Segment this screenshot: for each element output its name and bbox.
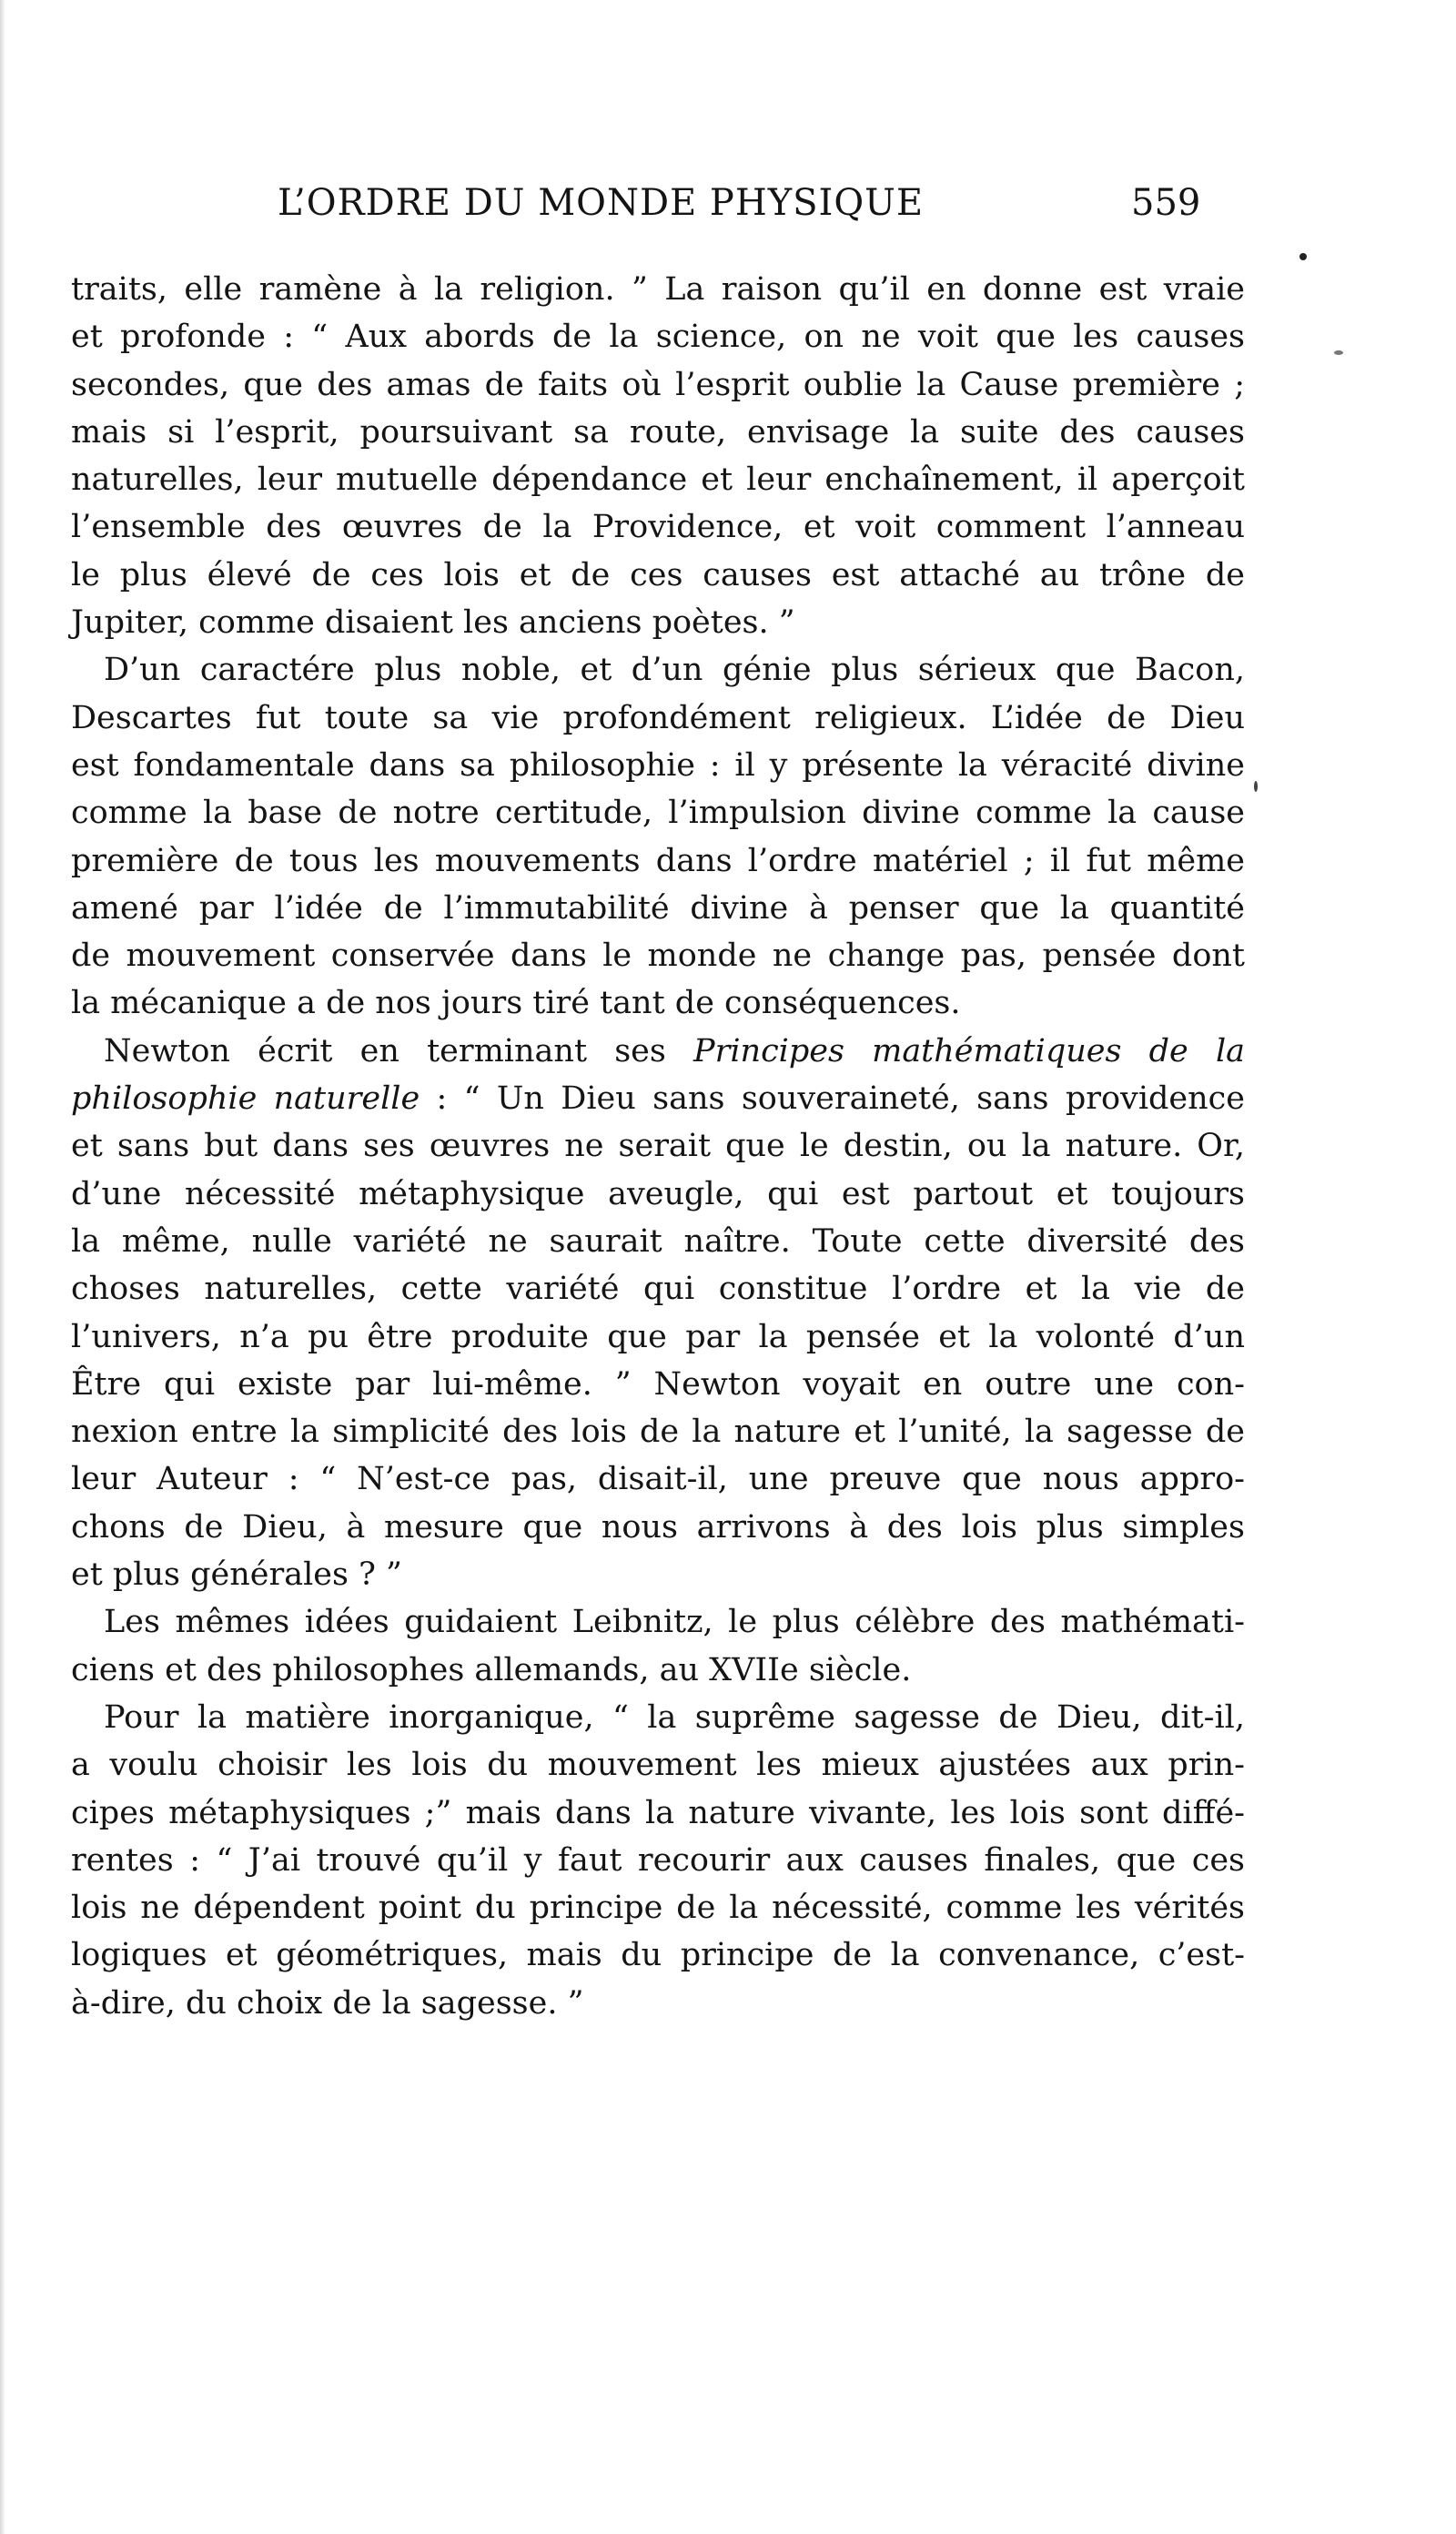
text-line: l’ensemble des œuvres de la Providence, et voit comment l’anneau	[71, 509, 1245, 546]
body-text	[71, 266, 1245, 2027]
paragraph	[71, 1598, 1245, 1694]
text-line: la mécanique a de nos jours tiré tant de conséquences.	[71, 985, 961, 1022]
text-line: de mouvement conservée dans le monde ne change pas, pensée dont	[71, 938, 1245, 975]
text-line: Jupiter, comme disaient les anciens poètes. ”	[71, 604, 795, 642]
text-line: le plus élevé de ces lois et de ces causes est attaché au trône de	[71, 556, 1245, 593]
text-line: naturelles, leur mutuelle dépendance et leur enchaînement, il aperçoit	[71, 461, 1245, 499]
text-line: amené par l’idée de l’immutabilité divine à penser que la quantité	[71, 889, 1245, 927]
text-line: ciens et des philosophes allemands, au XVIIe siècle.	[71, 1651, 912, 1688]
text-line: et profonde : “ Aux abords de la science, on ne voit que les causes	[71, 319, 1245, 356]
text-line: l’univers, n’a pu être produite que par la pensée et la volonté d’un	[71, 1318, 1245, 1355]
text-line: et sans but dans ses œuvres ne serait que le destin, ou la nature. Or,	[71, 1128, 1245, 1165]
text-line: première de tous les mouvements dans l’ordre matériel ; il fut même	[71, 842, 1245, 879]
text-line: rentes : “ J’ai trouvé qu’il y faut recourir aux causes finales, que ces	[71, 1841, 1245, 1879]
text-line: lois ne dépendent point du principe de la nécessité, comme les vérités	[71, 1890, 1245, 1927]
text-line: secondes, que des amas de faits où l’esprit oublie la Cause première ;	[71, 366, 1245, 403]
paragraph	[71, 266, 1245, 646]
text-line: philosophie naturelle : “ Un Dieu sans souveraineté, sans providence	[71, 1080, 1245, 1118]
text-line: Descartes fut toute sa vie profondément religieux. L’idée de Dieu	[71, 699, 1245, 736]
page-number: 559	[1131, 182, 1201, 224]
page-edge-shadow	[0, 0, 5, 2534]
running-head: L’ORDRE DU MONDE PHYSIQUE	[278, 182, 925, 224]
text-line: d’une nécessité métaphysique aveugle, qui est partout et toujours	[71, 1175, 1245, 1212]
text-line: logiques et géométriques, mais du principe de la convenance, c’est-	[71, 1937, 1245, 1974]
paragraph	[71, 1694, 1245, 2027]
text-line: D’un caractére plus noble, et d’un génie plus sérieux que Bacon,	[104, 652, 1245, 689]
text-line: chons de Dieu, à mesure que nous arrivons à des lois plus simples	[71, 1508, 1245, 1546]
text-line: cipes métaphysiques ;” mais dans la nature vivante, les lois sont diffé-	[71, 1794, 1245, 1831]
text-line: mais si l’esprit, poursuivant sa route, envisage la suite des causes	[71, 413, 1245, 451]
scan-speck	[1254, 781, 1258, 792]
text-line: Les mêmes idées guidaient Leibnitz, le plus célèbre des mathémati-	[104, 1604, 1245, 1641]
text-line: Pour la matière inorganique, “ la suprême sagesse de Dieu, dit-il,	[104, 1698, 1245, 1736]
text-line: et plus générales ? ”	[71, 1556, 402, 1594]
text-line: a voulu choisir les lois du mouvement les mieux ajustées aux prin-	[71, 1747, 1245, 1784]
text-line: à-dire, du choix de la sagesse. ”	[71, 1984, 584, 2022]
scan-speck	[1334, 350, 1343, 355]
text-line: leur Auteur : “ N’est-ce pas, disait-il, une preuve que nous appro-	[71, 1461, 1245, 1498]
text-line: traits, elle ramène à la religion. ” La raison qu’il en donne est vraie	[71, 271, 1245, 308]
text-line: comme la base de notre certitude, l’impulsion divine comme la cause	[71, 795, 1245, 832]
text-line: Newton écrit en terminant ses Principes mathématiques de la	[104, 1032, 1246, 1069]
text-line: Être qui existe par lui-même. ” Newton voyait en outre une con-	[71, 1365, 1245, 1403]
paragraph	[71, 1028, 1245, 1599]
paragraph	[71, 646, 1245, 1027]
text-line: est fondamentale dans sa philosophie : il y présente la véracité divine	[71, 746, 1245, 784]
scan-speck	[1299, 253, 1307, 260]
text-line: la même, nulle variété ne saurait naître. Toute cette diversité des	[71, 1222, 1245, 1260]
text-line: nexion entre la simplicité des lois de la nature et l’unité, la sagesse de	[71, 1414, 1245, 1451]
text-line: choses naturelles, cette variété qui constitue l’ordre et la vie de	[71, 1271, 1245, 1308]
